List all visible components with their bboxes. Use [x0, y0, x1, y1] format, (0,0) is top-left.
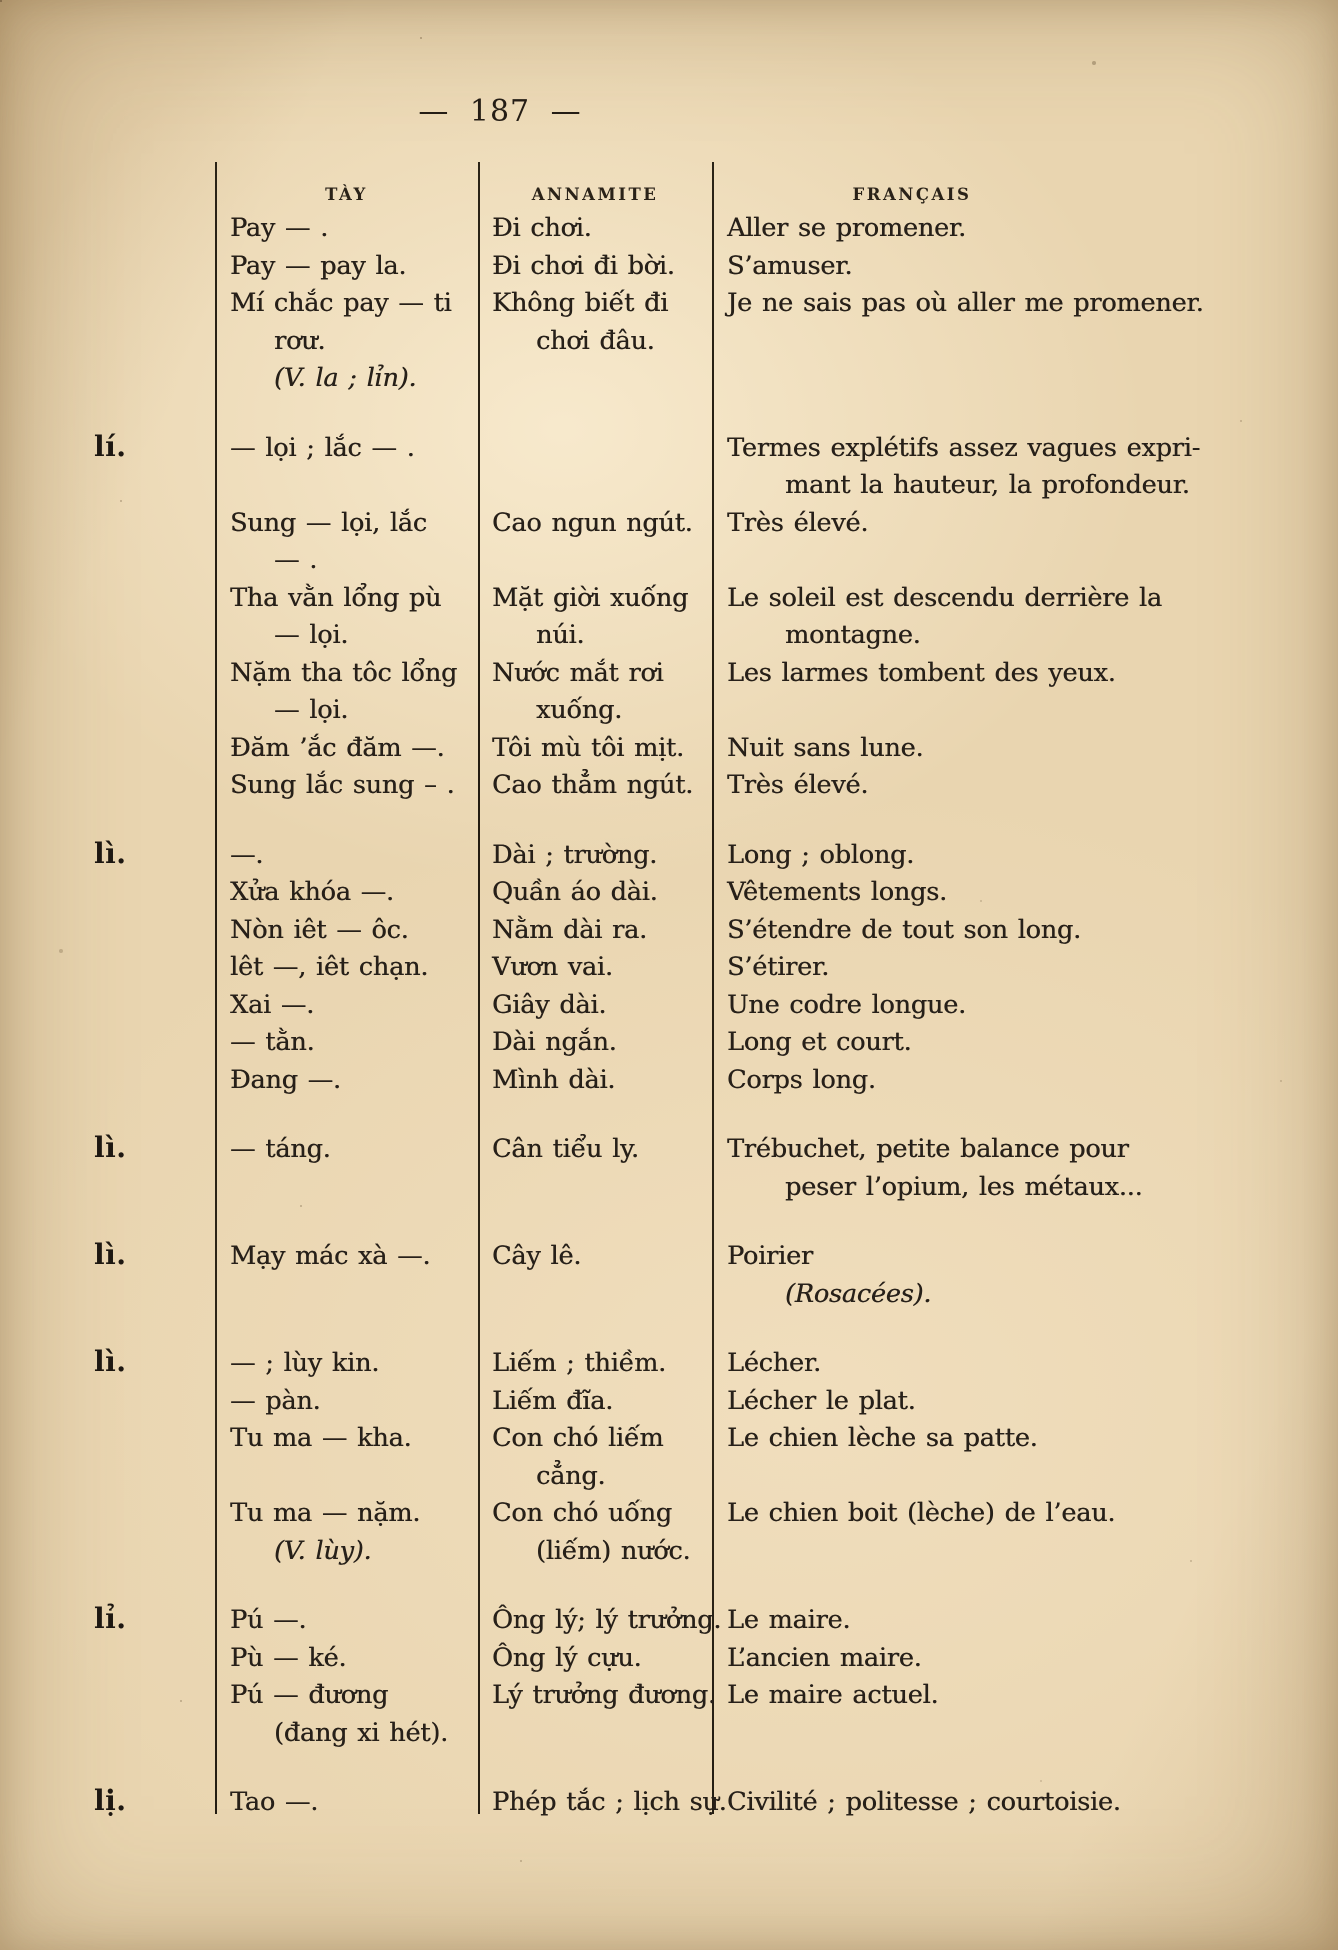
text-line: xuống. [536, 695, 623, 725]
cell-francais [712, 248, 1132, 286]
text-line: Phép tắc ; lịch sự. [492, 1787, 727, 1817]
cell-tay [215, 1383, 478, 1421]
text-line: Xai —. [230, 989, 315, 1020]
text-line: Xửa khóa —. [230, 877, 394, 907]
cell-francais [712, 1238, 1132, 1313]
entry-headword: lí. [94, 429, 127, 463]
entry-headword: lỉ. [94, 1602, 127, 1635]
text-line: Tha vằn lổng pù [230, 582, 442, 613]
table-row [215, 1383, 1338, 1421]
dictionary-entry [0, 1238, 1338, 1313]
dictionary-entry [0, 1602, 1338, 1752]
text-line: Cân tiểu ly. [492, 1134, 639, 1164]
text-line: Tu ma — kha. [230, 1423, 412, 1453]
cell-tay [215, 580, 478, 655]
dictionary-entry [0, 837, 1338, 1100]
cell-tay [215, 505, 478, 580]
dictionary-entry [0, 430, 1338, 805]
text-line: Poirier [727, 1241, 813, 1271]
text-line: — lọi. [274, 695, 349, 725]
text-line: Le soleil est descendu derrière la [727, 582, 1162, 613]
dictionary-entries [0, 210, 1338, 1822]
cell-annamite [478, 1345, 712, 1383]
text-line: Trébuchet, petite balance pour [727, 1134, 1129, 1164]
cell-annamite [478, 1131, 712, 1169]
cell-tay [215, 1062, 478, 1100]
cell-tay [215, 874, 478, 912]
cell-tay [215, 1238, 478, 1276]
cell-tay [215, 1640, 478, 1678]
cell-annamite [478, 1495, 712, 1570]
text-line: Nặm tha tôc lổng [230, 657, 458, 688]
text-line: (liếm) nước. [536, 1535, 691, 1566]
text-line: chơi đâu. [536, 325, 655, 356]
cell-francais [712, 767, 1132, 805]
cell-francais [712, 1640, 1132, 1678]
table-row [215, 1640, 1338, 1678]
text-line: montagne. [785, 620, 921, 650]
cell-francais [712, 505, 1132, 543]
cell-tay [215, 837, 478, 875]
cell-tay [215, 1495, 478, 1570]
text-line: Tôi mù tôi mịt. [492, 732, 684, 763]
table-row [215, 837, 1338, 875]
cell-francais [712, 580, 1162, 655]
cell-annamite [478, 210, 712, 248]
text-line: (Rosacées). [785, 1278, 932, 1309]
cell-francais [712, 874, 1132, 912]
text-line: Đang —. [230, 1064, 341, 1095]
cell-annamite [478, 912, 712, 950]
text-line: S’amuser. [727, 250, 853, 281]
text-line: Lécher le plat. [727, 1385, 916, 1416]
table-row [215, 949, 1338, 987]
cell-tay [215, 1602, 478, 1640]
text-line: (V. lùy). [274, 1535, 372, 1566]
text-line: L’ancien maire. [727, 1642, 922, 1673]
text-line: Mí chắc pay — ti [230, 288, 452, 318]
cell-francais [712, 1495, 1132, 1533]
text-line: Dài ; trường. [492, 839, 658, 870]
text-line: S’étirer. [727, 952, 830, 982]
text-line: Con chó uống [492, 1498, 672, 1528]
cell-tay [215, 655, 478, 730]
table-row [215, 1784, 1338, 1822]
text-line: Les larmes tombent des yeux. [727, 657, 1116, 688]
entry-headword: lị. [94, 1784, 127, 1817]
table-row [215, 1677, 1338, 1752]
text-line: Pay — . [230, 213, 329, 243]
table-row [215, 210, 1338, 248]
cell-tay [215, 1420, 478, 1458]
text-line: — pàn. [230, 1385, 321, 1416]
text-line: Corps long. [727, 1064, 876, 1095]
cell-annamite [478, 1024, 712, 1062]
cell-tay [215, 285, 478, 398]
text-line: Le chien boit (lèche) de l’eau. [727, 1498, 1116, 1528]
cell-francais [712, 285, 1204, 323]
cell-tay [215, 1024, 478, 1062]
text-line: Pú — đương [230, 1680, 389, 1710]
cell-annamite [478, 1062, 712, 1100]
cell-francais [712, 1383, 1132, 1421]
text-line: Đăm ’ắc đăm —. [230, 732, 445, 763]
cell-tay [215, 210, 478, 248]
cell-annamite [478, 1238, 712, 1276]
text-line: (đang xi hét). [274, 1717, 448, 1748]
cell-annamite [478, 1602, 722, 1640]
cell-francais [712, 1024, 1132, 1062]
text-line: Cao ngun ngút. [492, 507, 693, 538]
table-row [215, 248, 1338, 286]
entry-headword: lì. [94, 1345, 127, 1378]
text-line: — lọi ; lắc — . [230, 432, 415, 463]
text-line: Le maire. [727, 1605, 851, 1635]
text-line: Termes explétifs assez vagues expri- [727, 432, 1201, 463]
table-row [215, 1495, 1338, 1570]
text-line: Long et court. [727, 1027, 912, 1057]
dictionary-entry [0, 210, 1338, 398]
cell-tay [215, 912, 478, 950]
table-row [215, 987, 1338, 1025]
cell-francais [712, 1784, 1132, 1822]
cell-tay [215, 1131, 478, 1169]
column-header-annamite: ANNAMITE [531, 185, 659, 204]
cell-tay [215, 1677, 478, 1752]
dictionary-entry [0, 1345, 1338, 1570]
cell-francais [712, 1062, 1132, 1100]
text-line: Très élevé. [727, 770, 869, 800]
text-line: Mạy mác xà —. [230, 1241, 431, 1271]
cell-francais [712, 912, 1132, 950]
text-line: Lý trưởng đương. [492, 1680, 716, 1710]
text-line: Nuit sans lune. [727, 732, 924, 763]
cell-annamite [478, 1383, 712, 1421]
cell-francais [712, 430, 1201, 505]
cell-annamite [478, 1677, 716, 1715]
text-line: Đi chơi. [492, 213, 592, 243]
text-line: Nòn iêt — ôc. [230, 914, 409, 945]
cell-francais [712, 1345, 1132, 1383]
text-line: peser l’opium, les métaux... [785, 1171, 1143, 1202]
text-line: S’étendre de tout son long. [727, 914, 1081, 945]
cell-tay [215, 767, 478, 805]
text-line: núi. [536, 620, 585, 650]
text-line: Dài ngắn. [492, 1027, 617, 1057]
text-line: cẳng. [536, 1460, 606, 1491]
table-row [215, 1024, 1338, 1062]
text-line: Tao —. [230, 1787, 319, 1817]
cell-annamite [478, 655, 712, 730]
column-header-francais: FRANÇAIS [852, 185, 972, 204]
cell-francais [712, 730, 1132, 768]
cell-francais [712, 1677, 1132, 1715]
table-row [215, 1420, 1338, 1495]
cell-tay [215, 248, 478, 286]
cell-tay [215, 730, 478, 768]
dictionary-entry [0, 1131, 1338, 1206]
text-line: Quần áo dài. [492, 877, 658, 907]
table-row [215, 730, 1338, 768]
page-number: — 187 — [418, 94, 582, 129]
cell-annamite [478, 248, 712, 286]
text-line: Vươn vai. [492, 952, 613, 982]
cell-francais [712, 1131, 1143, 1206]
cell-francais [712, 655, 1132, 693]
table-row [215, 430, 1338, 505]
table-row [215, 1602, 1338, 1640]
cell-annamite [478, 1420, 712, 1495]
text-line: — lọi. [274, 620, 349, 650]
text-line: Liếm ; thiềm. [492, 1348, 666, 1378]
text-line: Không biết đi [492, 288, 669, 318]
column-header-tay: TÀY [325, 185, 368, 204]
text-line: Giây dài. [492, 989, 607, 1020]
text-line: Une codre longue. [727, 989, 966, 1020]
cell-annamite [478, 987, 712, 1025]
table-row [215, 505, 1338, 580]
text-line: Mặt giời xuống [492, 582, 689, 613]
table-row [215, 767, 1338, 805]
cell-francais [712, 837, 1132, 875]
text-line: —. [230, 839, 264, 870]
cell-tay [215, 987, 478, 1025]
text-line: Ông lý cựu. [492, 1642, 642, 1673]
text-line: Nước mắt rơi [492, 657, 664, 688]
text-line: Long ; oblong. [727, 839, 915, 870]
text-line: Vêtements longs. [727, 877, 947, 907]
cell-annamite [478, 837, 712, 875]
text-line: — táng. [230, 1134, 331, 1164]
cell-annamite [478, 1640, 712, 1678]
text-line: rơư. [274, 325, 326, 356]
text-line: Pù — ké. [230, 1642, 347, 1673]
cell-annamite [478, 505, 712, 543]
entry-headword: lì. [94, 1131, 127, 1164]
entry-headword: lì. [94, 836, 127, 870]
text-line: Đi chơi đi bời. [492, 250, 675, 281]
cell-francais [712, 949, 1132, 987]
text-line: Civilité ; politesse ; courtoisie. [727, 1787, 1121, 1817]
dictionary-entry [0, 1784, 1338, 1822]
entry-headword: lì. [94, 1238, 127, 1271]
cell-tay [215, 1345, 478, 1383]
table-row [215, 285, 1338, 398]
text-line: Pú —. [230, 1605, 307, 1635]
cell-annamite [478, 580, 712, 655]
cell-francais [712, 1602, 1132, 1640]
text-line: — tằn. [230, 1027, 315, 1057]
cell-annamite [478, 285, 712, 360]
cell-francais [712, 210, 1132, 248]
cell-annamite [478, 1784, 727, 1822]
text-line: Con chó liếm [492, 1423, 664, 1453]
text-line: mant la hauteur, la profondeur. [785, 470, 1190, 500]
text-line: Tu ma — nặm. [230, 1498, 421, 1528]
text-line: Très élevé. [727, 507, 869, 538]
text-line: Le maire actuel. [727, 1680, 939, 1710]
table-row [215, 655, 1338, 730]
text-line: Cao thẳm ngút. [492, 770, 694, 800]
text-line: Sung lắc sung – . [230, 770, 455, 800]
cell-annamite [478, 949, 712, 987]
text-line: Le chien lèche sa patte. [727, 1423, 1038, 1453]
table-row [215, 912, 1338, 950]
cell-annamite [478, 730, 712, 768]
table-row [215, 1062, 1338, 1100]
text-line: lêt —, iêt chạn. [230, 952, 429, 982]
text-line: Cây lê. [492, 1241, 582, 1271]
cell-francais [712, 987, 1132, 1025]
text-line: Aller se promener. [727, 213, 966, 243]
text-line: (V. la ; lỉn). [274, 363, 417, 393]
cell-tay [215, 430, 478, 468]
text-line: — . [274, 545, 318, 575]
cell-tay [215, 1784, 478, 1822]
table-row [215, 1345, 1338, 1383]
text-line: Pay — pay la. [230, 250, 407, 281]
text-line: Nằm dài ra. [492, 914, 647, 945]
text-line: Mình dài. [492, 1064, 616, 1095]
text-line: Lécher. [727, 1348, 821, 1378]
cell-annamite [478, 767, 712, 805]
table-row [215, 1131, 1338, 1206]
cell-francais [712, 1420, 1132, 1458]
table-row [215, 1238, 1338, 1313]
text-line: Ông lý; lý trưởng. [492, 1605, 722, 1635]
text-line: Sung — lọi, lắc [230, 507, 427, 538]
table-row [215, 580, 1338, 655]
table-row [215, 874, 1338, 912]
text-line: Liếm đĩa. [492, 1385, 614, 1416]
text-line: — ; lùy kin. [230, 1348, 380, 1378]
text-line: Je ne sais pas où aller me promener. [727, 288, 1204, 318]
cell-tay [215, 949, 478, 987]
cell-annamite [478, 874, 712, 912]
